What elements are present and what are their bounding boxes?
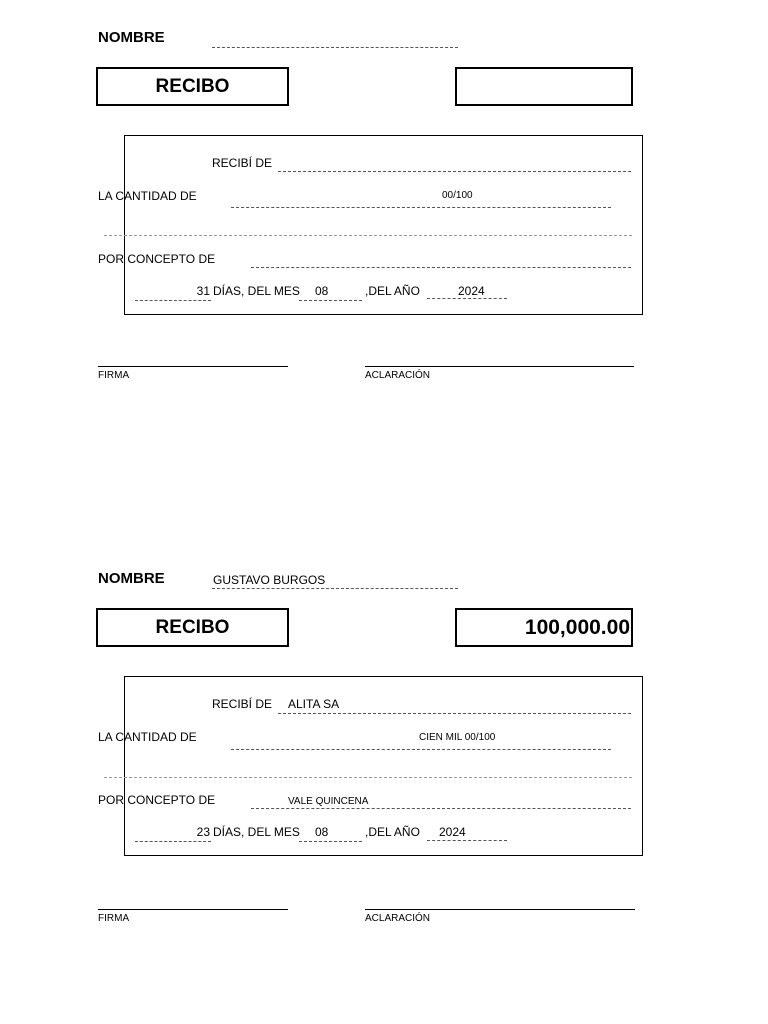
- recibi-de-label: RECIBÍ DE: [212, 156, 273, 170]
- recibo-title-box: [96, 67, 289, 106]
- day-underline: [135, 300, 211, 301]
- recibi-de-value[interactable]: ALITA SA: [288, 697, 340, 711]
- month-value[interactable]: 08: [315, 284, 329, 298]
- extra-line: [104, 777, 632, 778]
- firma-label: FIRMA: [98, 370, 130, 381]
- cantidad-underline: [231, 207, 611, 208]
- aclaracion-line: [365, 366, 634, 367]
- recibi-de-underline: [278, 171, 631, 172]
- firma-line: [98, 366, 288, 367]
- month-underline: [299, 300, 362, 301]
- aclaracion-line: [365, 909, 635, 910]
- aclaracion-label: ACLARACIÓN: [365, 370, 431, 381]
- firma-line: [98, 909, 288, 910]
- nombre-underline: [212, 47, 458, 48]
- anio-label: ,DEL AÑO: [365, 284, 420, 298]
- nombre-label: NOMBRE: [98, 29, 165, 46]
- cantidad-label: LA CANTIDAD DE: [98, 730, 197, 744]
- dias-mes-label: DÍAS, DEL MES: [213, 825, 300, 839]
- recibo-title: RECIBO: [155, 616, 230, 638]
- year-underline: [427, 840, 507, 841]
- amount-box[interactable]: [455, 67, 633, 106]
- concepto-label: POR CONCEPTO DE: [98, 793, 216, 807]
- aclaracion-label: ACLARACIÓN: [365, 913, 431, 924]
- recibo-title-box: [96, 608, 289, 647]
- recibo-title: RECIBO: [155, 75, 230, 97]
- cantidad-underline: [231, 749, 611, 750]
- anio-label: ,DEL AÑO: [365, 825, 420, 839]
- nombre-value[interactable]: GUSTAVO BURGOS: [213, 573, 326, 587]
- nombre-underline: [212, 588, 458, 589]
- extra-line: [104, 235, 632, 236]
- month-value[interactable]: 08: [315, 825, 329, 839]
- receipt-form-2: [0, 541, 768, 941]
- receipt-form-1: [0, 0, 768, 400]
- firma-label: FIRMA: [98, 913, 130, 924]
- year-underline: [427, 298, 507, 299]
- concepto-label: POR CONCEPTO DE: [98, 252, 216, 266]
- dias-mes-label: DÍAS, DEL MES: [213, 284, 300, 298]
- cantidad-value[interactable]: 00/100: [442, 190, 473, 201]
- amount-box[interactable]: [455, 608, 633, 647]
- cantidad-value[interactable]: CIEN MIL 00/100: [419, 732, 496, 743]
- year-value[interactable]: 2024: [458, 284, 485, 298]
- month-underline: [299, 841, 362, 842]
- concepto-underline: [251, 808, 631, 809]
- day-value[interactable]: 31: [196, 284, 210, 298]
- day-value[interactable]: 23: [196, 825, 210, 839]
- recibi-de-underline: [278, 713, 631, 714]
- concepto-value[interactable]: VALE QUINCENA: [288, 796, 369, 807]
- concepto-underline: [251, 267, 631, 268]
- year-value[interactable]: 2024: [439, 825, 466, 839]
- nombre-label: NOMBRE: [98, 570, 165, 587]
- recibi-de-label: RECIBÍ DE: [212, 697, 273, 711]
- day-underline: [135, 841, 211, 842]
- cantidad-label: LA CANTIDAD DE: [98, 189, 197, 203]
- amount-value: 100,000.00: [524, 615, 630, 639]
